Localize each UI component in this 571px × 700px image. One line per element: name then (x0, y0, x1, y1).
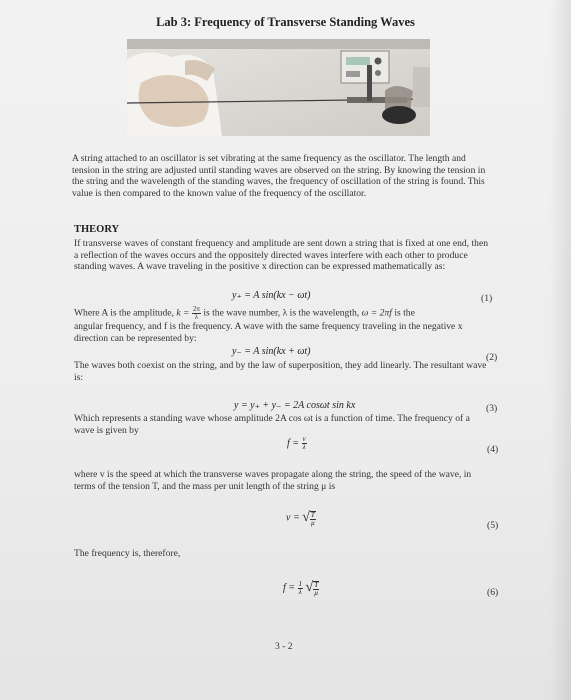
k-fraction (192, 306, 201, 321)
equation-3-number: (3) (486, 403, 498, 414)
where-text-a: Where A is the amplitude, (74, 307, 174, 319)
theory-paragraph-4: Which represents a standing wave whose amplitude 2A cos ωt is a function of time. The frequency of a wave is given by (74, 413, 470, 436)
equation-1-number: (1) (481, 293, 493, 304)
equation-4-number: (4) (487, 444, 499, 455)
equation-6-top: T (314, 580, 319, 589)
equation-6-number: (6) (487, 587, 499, 598)
where-text-c: is the (394, 307, 415, 319)
equation-6-lhs: f = (283, 582, 296, 594)
equation-5-bottom: μ (311, 518, 315, 527)
equation-6-fraction (313, 581, 319, 597)
equation-4-lhs: f = (287, 437, 300, 449)
k-fraction-numerator: 2π (192, 305, 200, 313)
k-symbol: k = (176, 307, 190, 319)
equation-6-bottom: μ (314, 588, 318, 597)
photo-illustration (127, 39, 430, 136)
theory-paragraph-2: angular frequency, and f is the frequency. A wave with the same frequency traveling in the negative x direction can be represented by: (74, 321, 463, 344)
equation-6-coef-top: 1 (298, 579, 303, 588)
equation-4 (287, 436, 307, 451)
equation-4-numerator: v (302, 435, 306, 443)
theory-heading: THEORY (74, 224, 120, 235)
equation-3: y = y₊ + y₋ = 2A cosωt sin kx (234, 400, 356, 411)
equation-2-number: (2) (486, 352, 498, 363)
equation-5-lhs: v = (286, 512, 300, 524)
intro-paragraph: A string attached to an oscillator is set vibrating at the same frequency as the oscillator. The length and tension in the string are adjusted until standing waves are observed on the string. By knowing the tension in the string and the wavelength of the standing waves, the frequency of oscillation of the string is found. This value is then compared to the known value of the frequency of the oscillator. (72, 153, 486, 199)
lab-setup-photo (127, 39, 430, 136)
theory-paragraph-1: If transverse waves of constant frequency and amplitude are sent down a string that is fixed at one end, then a reflection of the waves occurs and the oppositely directed waves interfere with each other to produce standing waves. A wave traveling in the positive x direction can be expressed mathematically as: (74, 238, 488, 273)
equation-5-top: T (310, 510, 315, 519)
document-title: Lab 3: Frequency of Transverse Standing Waves (156, 15, 415, 29)
equation-4-fraction (302, 436, 307, 451)
theory-paragraph-5: where v is the speed at which the transverse waves propagate along the string, the speed of the wave, in terms of the tension T, and the mass per unit length of the string μ is (74, 469, 472, 492)
omega-expression: ω = 2πf (361, 307, 392, 319)
equation-5-sqrt (302, 510, 316, 527)
theory-paragraph-6: The frequency is, therefore, (74, 548, 181, 559)
equation-5 (286, 510, 316, 527)
equation-6 (283, 580, 319, 597)
equation-6-sqrt (306, 580, 320, 597)
equation-1: y₊ = A sin(kx − ωt) (232, 290, 311, 301)
sqrt-symbol: √ (302, 510, 310, 525)
equation-5-fraction (310, 511, 316, 527)
equation-5-number: (5) (487, 520, 499, 531)
sqrt-symbol: √ (305, 580, 314, 595)
where-line (74, 306, 494, 321)
k-fraction-denominator: λ (194, 313, 199, 321)
theory-paragraph-3: The waves both coexist on the string, and by the law of superposition, they add linearly. The resultant wave is: (74, 360, 487, 383)
equation-6-coef-bottom: λ (298, 587, 302, 596)
equation-4-denominator: λ (302, 443, 306, 451)
equation-2: y₋ = A sin(kx + ωt) (232, 346, 311, 357)
where-text-b: is the wave number, λ is the wavelength, (203, 307, 360, 319)
page-number: 3 - 2 (275, 641, 293, 652)
equation-6-coefficient (298, 581, 304, 596)
